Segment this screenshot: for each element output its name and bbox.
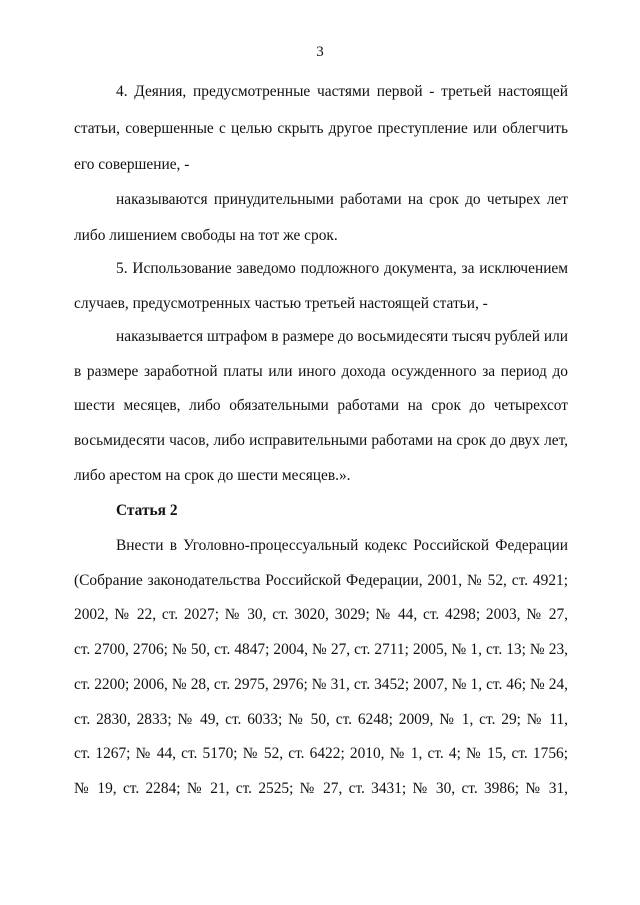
paragraph-5-line-1: 5. Использование заведомо подложного документа, за исключением — [116, 260, 568, 277]
paragraph-5-line-2: случаев, предусмотренных частью третьей настоящей статьи, - — [74, 295, 488, 312]
article-2-line-3: 2002, № 22, ст. 2027; № 30, ст. 3020, 3029; № 44, ст. 4298; 2003, № 27, — [74, 606, 568, 623]
article-2-line-6: ст. 2830, 2833; № 49, ст. 6033; № 50, ст. 6248; 2009, № 1, ст. 29; № 11, — [74, 711, 568, 728]
article-2-line-5: ст. 2200; 2006, № 28, ст. 2975, 2976; № 31, ст. 3452; 2007, № 1, ст. 46; № 24, — [74, 676, 568, 693]
article-2-line-2: (Собрание законодательства Российской Федерации, 2001, № 52, ст. 4921; — [74, 572, 568, 589]
article-2-line-7: ст. 1267; № 44, ст. 5170; № 52, ст. 6422; 2010, № 1, ст. 4; № 15, ст. 1756; — [74, 745, 568, 762]
paragraph-4-line-3: его совершение, - — [74, 156, 190, 173]
sanction-5-line-3: шести месяцев, либо обязательными работами на срок до четырехсот — [74, 397, 568, 414]
article-2-line-4: ст. 2700, 2706; № 50, ст. 4847; 2004, № 27, ст. 2711; 2005, № 1, ст. 13; № 23, — [74, 641, 568, 658]
article-2-line-8: № 19, ст. 2284; № 21, ст. 2525; № 27, ст. 3431; № 30, ст. 3986; № 31, — [74, 780, 568, 797]
sanction-5-line-4: восьмидесяти часов, либо исправительными работами на срок до двух лет, — [74, 432, 568, 449]
paragraph-4-line-1: 4. Деяния, предусмотренные частями первой - третьей настоящей — [116, 83, 568, 100]
paragraph-4-line-2: статьи, совершенные с целью скрыть другое преступление или облегчить — [74, 120, 568, 137]
sanction-4-line-1: наказываются принудительными работами на срок до четырех лет — [116, 191, 568, 208]
page-number: 3 — [316, 44, 324, 60]
sanction-5-line-2: в размере заработной платы или иного дохода осужденного за период до — [74, 363, 568, 380]
article-2-heading: Статья 2 — [116, 502, 178, 519]
sanction-4-line-2: либо лишением свободы на тот же срок. — [74, 227, 338, 244]
article-2-line-1: Внести в Уголовно-процессуальный кодекс Российской Федерации — [116, 537, 568, 554]
sanction-5-line-5: либо арестом на срок до шести месяцев.». — [74, 467, 351, 484]
sanction-5-line-1: наказывается штрафом в размере до восьмидесяти тысяч рублей или — [116, 328, 568, 345]
